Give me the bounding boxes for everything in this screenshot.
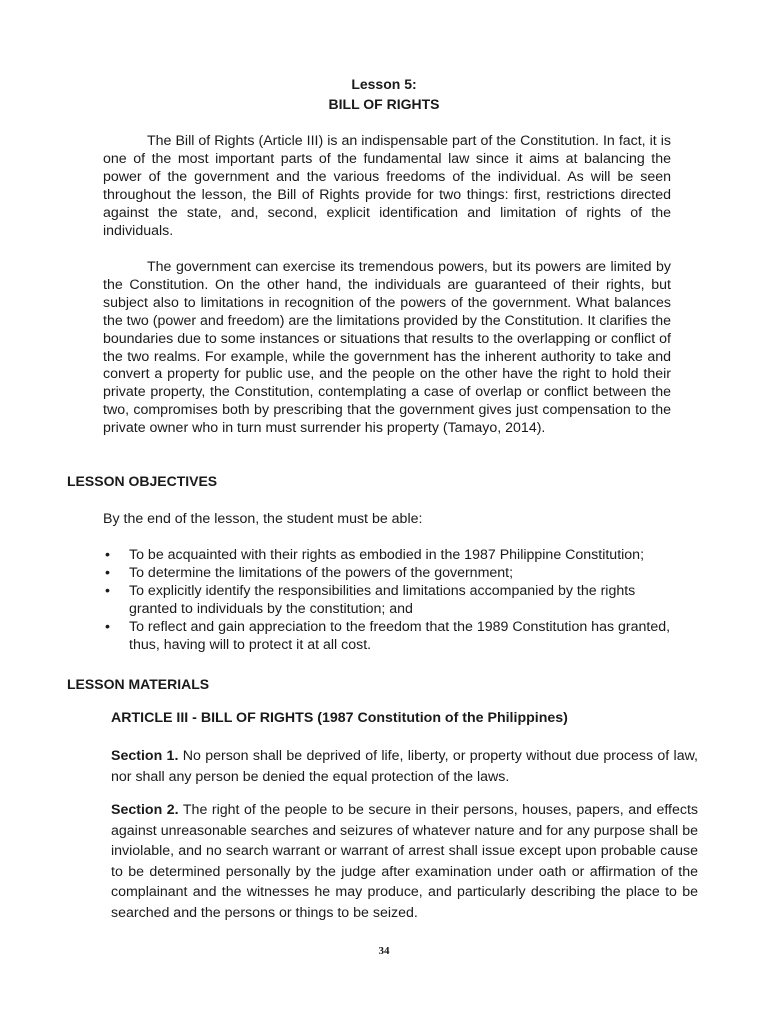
lesson-subtitle: BILL OF RIGHTS [328, 96, 440, 112]
list-item: • To reflect and gain appreciation to the freedom that the 1989 Constitution has granted, thus, having will to protect it at all cost. [105, 619, 671, 653]
bullet-icon: • [105, 583, 110, 599]
objectives-heading: LESSON OBJECTIVES [67, 473, 218, 489]
list-item: • To determine the limitations of the powers of the government; [105, 565, 514, 581]
section-label: Section 1. [111, 748, 179, 764]
bullet-icon: • [105, 547, 110, 563]
page-number: 34 [378, 945, 390, 957]
article-title: ARTICLE III - BILL OF RIGHTS (1987 Constitution of the Philippines) [111, 710, 568, 726]
bullet-icon: • [105, 619, 110, 635]
lesson-title: Lesson 5: [351, 76, 417, 92]
objectives-intro: By the end of the lesson, the student must be able: [103, 511, 423, 527]
section-1 [111, 746, 698, 787]
section-label: Section 2. [111, 802, 179, 818]
section-text: No person shall be deprived of life, liberty, or property without due process of law, nor shall any person be denied the equal protection of the laws. [111, 748, 698, 785]
materials-heading: LESSON MATERIALS [67, 676, 210, 692]
section-2 [111, 800, 698, 924]
list-item: • To explicitly identify the responsibilities and limitations accompanied by the rights granted to individuals by the constitution; and [105, 583, 636, 617]
paragraph-text: The Bill of Rights (Article III) is an indispensable part of the Constitution. In fact, it is one of the most important parts of the fundamental law since it aims at balancing the power of the government and the various freedoms of the individual. As will be seen throughout the lesson, the Bill of Rights provide for two things: first, restrictions directed against the state, and, second, explicit identification and limitation of rights of the individuals. [103, 133, 671, 239]
body-paragraph [103, 259, 671, 438]
bullet-icon: • [105, 565, 110, 581]
intro-paragraph [103, 133, 671, 240]
list-item: • To be acquainted with their rights as embodied in the 1987 Philippine Constitution; [105, 547, 645, 563]
paragraph-text: The government can exercise its tremendous powers, but its powers are limited by the Constitution. On the other hand, the individuals are guaranteed of their rights, but subject also to limitations in recognition of the powers of the government. What balances the two (power and freedom) are the limitations provided by the Constitution. It clarifies the boundaries due to some instances or situations that results to the overlapping or conflict of the two realms. For example, while the government has the inherent authority to take and convert a property for public use, and the people on the other have the right to hold their private property, the Constitution, contemplating a case of overlap or conflict between the two, compromises both by prescribing that the government gives just compensation to the private owner who in turn must surrender his property (Tamayo, 2014). [103, 259, 671, 437]
objectives-list [103, 546, 683, 654]
section-text: The right of the people to be secure in their persons, houses, papers, and effects against unreasonable searches and seizures of whatever nature and for any purpose shall be inviolable, and no search warrant or warrant of arrest shall issue except upon probable cause to be determined personally by the judge after examination under oath or affirmation of the complainant and the witnesses he may produce, and particularly describing the place to be searched and the persons or things to be seized. [111, 802, 698, 921]
